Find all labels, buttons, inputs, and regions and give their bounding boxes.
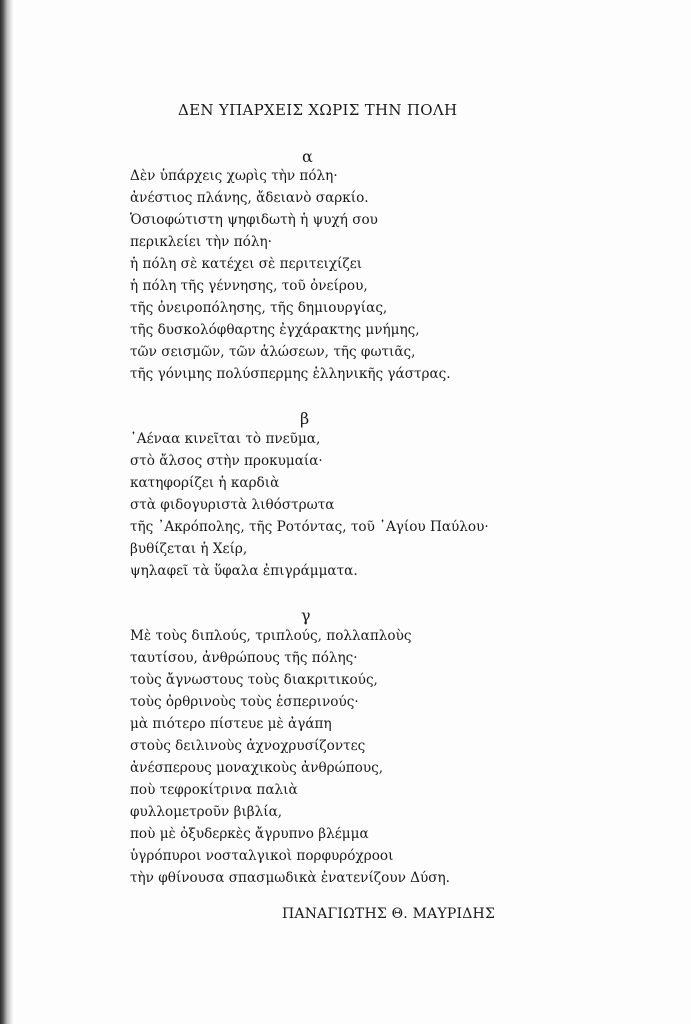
poem-line: τῆς γόνιμης πολύσπερμης ἑλληνικῆς γάστρας. <box>130 366 451 382</box>
poem-line: μὰ πιότερο πίστευε μὲ ἀγάπη <box>130 716 332 732</box>
poem-line: στὸ ἄλσος στὴν προκυμαία· <box>130 453 323 469</box>
stanza-beta <box>130 428 489 582</box>
poem-line: ψηλαφεῖ τὰ ὕφαλα ἐπιγράμματα. <box>130 563 358 579</box>
section-mark-gamma: γ <box>301 606 311 625</box>
poem-line: κατηφορίζει ἡ καρδιὰ <box>130 475 280 491</box>
stanza-alpha <box>130 165 451 385</box>
poem-line: Ὁσιοφώτιστη ψηφιδωτὴ ἡ ψυχή σου <box>130 212 378 228</box>
poem-line: τῆς ᾿Ακρόπολης, τῆς Ροτόντας, τοῦ ῾Αγίου Παύλου· <box>130 519 489 535</box>
poem-line: ὑγρόπυροι νοσταλγικοὶ πορφυρόχροοι <box>130 848 394 864</box>
section-mark-beta: β <box>300 409 310 428</box>
poem-author: ΠΑΝΑΓΙΩΤΗΣ Θ. ΜΑΥΡΙΔΗΣ <box>282 906 496 922</box>
poem-line: τῆς δυσκολόφθαρτης ἐγχάρακτης μνήμης, <box>130 322 420 338</box>
poem-title: ΔΕΝ ΥΠΑΡΧΕΙΣ ΧΩΡΙΣ ΤΗΝ ΠΟΛΗ <box>178 101 458 119</box>
poem-line: ἀνέσπερους μοναχικοὺς ἀνθρώπους, <box>130 760 384 776</box>
poem-line: τῶν σεισμῶν, τῶν ἁλώσεων, τῆς φωτιᾶς, <box>130 344 416 360</box>
poem-line: περικλείει τὴν πόλη· <box>130 234 272 250</box>
poem-line: φυλλομετροῦν βιβλία, <box>130 804 283 820</box>
poem-line: ποὺ τεφροκίτρινα παλιὰ <box>130 782 298 798</box>
poem-line: ἡ πόλη τῆς γέννησης, τοῦ ὀνείρου, <box>130 278 368 294</box>
poem-line: ἡ πόλη σὲ κατέχει σὲ περιτειχίζει <box>130 256 363 272</box>
poem-line: στοὺς δειλινοὺς ἀχνοχρυσίζοντες <box>130 738 366 754</box>
poem-line: στὰ φιδογυριστὰ λιθόστρωτα <box>130 497 335 513</box>
poem-line: ποὺ μὲ ὀξυδερκὲς ἄγρυπνο βλέμμα <box>130 826 369 842</box>
poem-line: Δὲν ὑπάρχεις χωρὶς τὴν πόλη· <box>130 168 338 184</box>
poem-line: ἀνέστιος πλάνης, ἄδειανὸ σαρκίο. <box>130 190 369 206</box>
poem-line: ᾿Αέναα κινεῖται τὸ πνεῦμα, <box>130 431 321 447</box>
poem-line: ταυτίσου, ἀνθρώπους τῆς πόλης· <box>130 650 358 666</box>
poem-line: τὴν φθίνουσα σπασμωδικὰ ἐνατενίζουν Δύση. <box>130 870 450 886</box>
poem-line: τῆς ὀνειροπόλησης, τῆς δημιουργίας, <box>130 300 388 316</box>
page-binding-edge <box>0 0 14 1024</box>
section-mark-alpha: α <box>302 147 313 166</box>
poem-line: Μὲ τοὺς διπλούς, τριπλούς, πολλαπλοὺς <box>130 628 412 644</box>
poem-line: τοὺς ὀρθρινοὺς τοὺς ἑσπερινούς· <box>130 694 359 710</box>
poem-line: βυθίζεται ἡ Χείρ, <box>130 541 248 557</box>
stanza-gamma <box>130 625 450 889</box>
poem-line: τοὺς ἄγνωστους τοὺς διακριτικούς, <box>130 672 378 688</box>
